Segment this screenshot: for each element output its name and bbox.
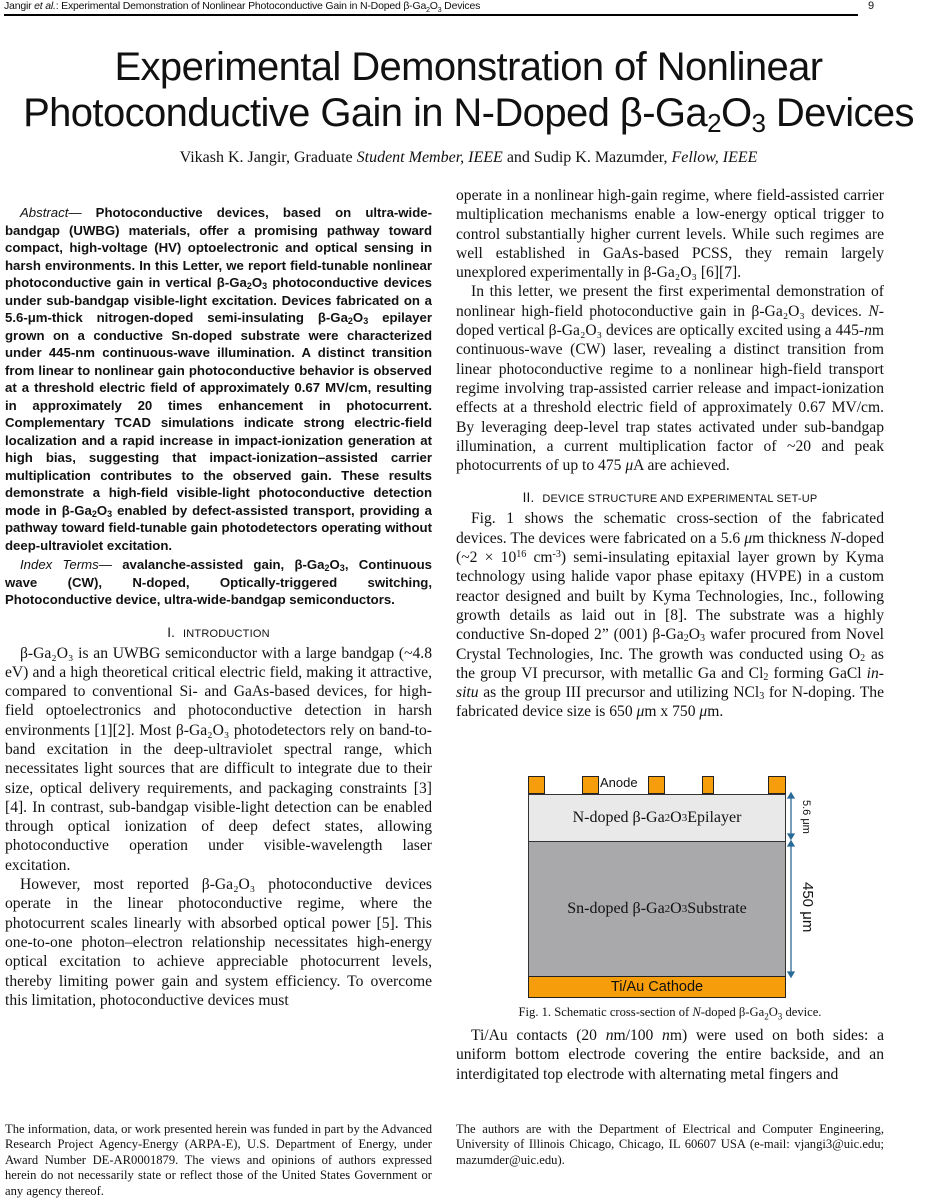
subscript: 3 bbox=[339, 563, 345, 573]
device-paragraph-2 bbox=[456, 1026, 884, 1084]
abstract-text: Photoconductive devices, based on ultra-wide-bandgap (UWBG) materials, offer a promising pathway toward compact, high-voltage (HV) optoelectronic and optical sensing in harsh environments. In this Letter, we report field-tunable nonlinear photoconductive gain in vertical β-Ga bbox=[5, 205, 432, 290]
italic-text: n bbox=[864, 322, 872, 340]
italic-text: μ bbox=[744, 529, 753, 547]
subscript: 2 bbox=[324, 563, 330, 573]
subscript: 3 bbox=[363, 316, 369, 326]
epilayer-thickness-label: 5.6 μm bbox=[800, 800, 812, 834]
text: Fig. 1 shows the schematic cross-section of the fabricated devices. The devices were fabricated on a 5.6 bbox=[456, 510, 884, 547]
section-numeral: II. bbox=[522, 490, 535, 506]
abstract-text: enabled by defect-assisted transport, providing a pathway toward field-tunable gain photodetectors operating without deep-ultraviolet excitation. bbox=[5, 502, 432, 553]
text: -doped vertical β-Ga₂O₃ devices are optically excited using a 445- bbox=[456, 302, 884, 340]
italic-text: n bbox=[605, 1027, 614, 1044]
abstract-text: photoconductive devices under sub-bandgap visible-light excitation. Devices fabricated on a 5.6-μm-thick nitrogen-doped semi-insulating β-Ga bbox=[5, 275, 432, 325]
intro-paragraph-2: However, most reported β-Ga₂O₃ photoconductive devices operate in the linear photoconductive regime, where the photocurrent scales linearly with absorbed optical power [5]. This one-to-one photon–electron relationship necessitates high-energy optical excitation to achieve appreciable photocurrent levels, thereby limiting power gain and system efficiency. To overcome this limitation, photoconductive devices must bbox=[5, 876, 432, 1009]
subscript: 3 bbox=[107, 508, 113, 519]
italic-text: N bbox=[830, 529, 841, 547]
subscript: 2 bbox=[246, 281, 252, 291]
device-paragraph-2-container bbox=[456, 1026, 884, 1084]
section-title: INTRODUCTION bbox=[183, 627, 270, 640]
substrate: Sn-doped β-Ga 2 O 3 Substrate bbox=[528, 841, 786, 977]
epilayer-label: Epilayer bbox=[687, 809, 742, 826]
device-paragraph-1 bbox=[456, 509, 884, 721]
index-terms bbox=[5, 556, 432, 609]
caption-text: -doped β-Ga bbox=[700, 1005, 765, 1019]
cathode: Ti/Au Cathode bbox=[528, 976, 786, 998]
superscript: -3 bbox=[552, 549, 561, 561]
epilayer-label: O bbox=[670, 809, 682, 826]
subscript: 3 bbox=[262, 281, 268, 291]
index-terms-text: , Continuous wave (CW), N-doped, Optically-triggered switching, Photoconductive device, ultra-wide-bandgap semiconductors. bbox=[5, 557, 433, 607]
index-terms-label-text: Index Terms bbox=[20, 557, 99, 572]
section-heading-device-structure bbox=[456, 488, 884, 509]
author-line bbox=[0, 148, 937, 168]
subscript: 3 bbox=[759, 691, 765, 703]
running-head-etal: et al. bbox=[34, 0, 56, 12]
italic-text: μ bbox=[636, 703, 645, 721]
section-title: DEVICE STRUCTURE AND EXPERIMENTAL SET-UP bbox=[542, 493, 818, 506]
figure-caption bbox=[456, 1004, 884, 1025]
subscript: 3 bbox=[777, 1011, 783, 1022]
intro-paragraph-1: β-Ga₂O₃ is an UWBG semiconductor with a large bandgap (~4.8 eV) and a high theoretical critical electric field, making it attractive, compared to conventional Si- and GaAs-based devices, for high-field optoelectronics and photoconductive detection in harsh environments [1][2]. Most β-Ga₂O₃ photodetectors rely on band-to-band excitation in the deep-ultraviolet spectral range, which necessitates light sources that are difficult to integrate due to their size, optical delivery requirements, and packaging constraints [3][4]. In contrast, sub-bandgap visible-light detection can be enabled through optical ionization of deep defect states, allowing photoconductive operation under visible-wavelength laser excitation. bbox=[5, 644, 432, 874]
abstract-text: O bbox=[96, 502, 108, 518]
substrate-label: Sn-doped β-Ga bbox=[567, 900, 665, 917]
right-column bbox=[456, 186, 884, 722]
intro-paragraph-2-continued: operate in a nonlinear high-gain regime, where field-assisted carrier multiplication mechanisms enable a low-energy optical trigger to control substantially higher current levels. While such regimes are well established in GaAs-based PCSS, they remain largely unexplored experimentally in β-Ga₂O₃ [6][7]. bbox=[456, 187, 884, 282]
subscript: 2 bbox=[347, 316, 353, 326]
substrate-label: Substrate bbox=[687, 900, 747, 917]
italic-text: N bbox=[868, 302, 879, 320]
author-1: Vikash K. Jangir, Graduate bbox=[179, 149, 357, 166]
running-head-author: Jangir bbox=[4, 0, 32, 12]
subscript: 2 bbox=[683, 633, 689, 645]
left-column bbox=[5, 204, 432, 1010]
italic-text: μ bbox=[699, 703, 708, 721]
text: as the group VI precursor, with metallic Ga and Cl bbox=[456, 645, 884, 682]
anode-pad bbox=[582, 776, 599, 794]
intro-paragraph-3 bbox=[456, 282, 884, 475]
index-terms-dash: — bbox=[98, 557, 123, 572]
text: m. bbox=[707, 703, 724, 721]
text: -doped (~2 × 10 bbox=[456, 529, 884, 567]
subscript: 2 bbox=[860, 652, 866, 664]
text: m thickness bbox=[752, 529, 831, 547]
subscript: 3 bbox=[437, 7, 442, 15]
anode-pad bbox=[528, 776, 545, 794]
text: forming GaCl bbox=[768, 664, 867, 682]
subscript: 3 bbox=[751, 108, 766, 138]
title-line-1: Experimental Demonstration of Nonlinear bbox=[114, 45, 823, 89]
text: O bbox=[688, 626, 700, 644]
epilayer-label: N-doped β-Ga bbox=[572, 809, 665, 826]
subscript: 2 bbox=[763, 671, 769, 683]
abstract-text: O bbox=[352, 310, 364, 325]
abstract-label bbox=[20, 205, 96, 220]
text: In this letter, we present the first experimental demonstration of nonlinear high-field photoconductive gain in β-Ga₂O₃ devices. bbox=[456, 283, 884, 320]
running-head-o: O bbox=[429, 0, 438, 12]
author-2: and Sudip K. Mazumder, bbox=[502, 149, 672, 166]
text: cm bbox=[526, 549, 553, 567]
title-line-2-suffix: Devices bbox=[765, 91, 914, 135]
text: wafer procured from Novel Crystal Technologies, Inc. The growth was conducted using O bbox=[456, 626, 884, 663]
section-numeral: I. bbox=[167, 624, 176, 640]
subscript: 2 bbox=[707, 108, 721, 138]
text: m x 750 bbox=[644, 703, 700, 721]
epilayer: N-doped β-Ga 2 O 3 Epilayer bbox=[528, 794, 786, 842]
anode-pad bbox=[702, 776, 714, 794]
section-heading-introduction bbox=[5, 623, 432, 644]
text: m continuous-wave (CW) laser, revealing a distinct transition from linear photoconductive regime to a nonlinear high-field transport regime involving trap-assisted carrier release and impact-ionization effects at a threshold electric field of approximately 0.67 MV/cm. By leveraging deep-level trap states activated under sub-bandgap illumination, a current multiplication factor of ~20 and peak photocurrents of up to 475 bbox=[456, 322, 885, 475]
index-terms-label bbox=[20, 557, 122, 572]
author-1-membership: Student Member, IEEE bbox=[356, 149, 503, 166]
abstract-dash: — bbox=[68, 205, 96, 220]
subscript: 2 bbox=[764, 1011, 769, 1022]
funding-footnote-text: The information, data, or work presented herein was funded in part by the Advanced Research Project Agency-Energy (ARPA-E), U.S. Department of Energy, under Award Number DE-AR0001879. The views and opinions of authors expressed herein do not necessarily state or reflect those of the United States Government or any agency thereof. bbox=[5, 1122, 432, 1198]
text: A are achieved. bbox=[633, 457, 730, 475]
index-terms-text: O bbox=[329, 557, 340, 572]
title-o: O bbox=[720, 91, 752, 135]
index-terms-text: avalanche-assisted gain, β-Ga bbox=[122, 557, 325, 572]
caption-text: device. bbox=[782, 1005, 822, 1019]
subscript: 2 bbox=[426, 7, 430, 15]
running-header bbox=[4, 0, 858, 16]
caption-italic: N bbox=[692, 1005, 701, 1019]
caption-text: Fig. 1. Schematic cross-section of bbox=[518, 1005, 693, 1019]
text: m/100 bbox=[613, 1027, 663, 1044]
abstract-text: O bbox=[251, 275, 263, 290]
text: for N-doping. The fabricated device size is 650 bbox=[456, 684, 884, 721]
substrate-label: O bbox=[670, 900, 682, 917]
substrate-thickness-label: 450 μm bbox=[799, 882, 816, 933]
subscript: 2 bbox=[91, 508, 97, 519]
running-head-title: : Experimental Demonstration of Nonlinear Photoconductive Gain in N-Doped β-Ga bbox=[55, 0, 427, 12]
anode-label: Anode bbox=[600, 775, 638, 790]
italic-text: μ bbox=[625, 457, 634, 475]
figure-1-cross-section bbox=[520, 772, 820, 1004]
title-line-2-prefix: Photoconductive Gain in N-Doped β-Ga bbox=[23, 91, 708, 135]
text: as the group III precursor and utilizing NCl bbox=[478, 684, 760, 702]
funding-footnote bbox=[5, 1122, 432, 1199]
abstract bbox=[5, 204, 432, 554]
superscript: 16 bbox=[516, 549, 527, 561]
paper-title bbox=[0, 44, 937, 136]
caption-text: O bbox=[768, 1005, 778, 1019]
affiliation-footnote bbox=[456, 1122, 884, 1168]
text: m) were used on both sides: a uniform bottom electrode covering the entire backside, and an interdigitated top electrode with alternating metal fingers and bbox=[456, 1027, 884, 1083]
text: ) semi-insulating epitaxial layer grown by Kyma technology using halide vapor phase epitaxy (HVPE) in a custom reactor designed and built by Kyma Technologies, Inc., following growth details as laid out in [8]. The substrate was a highly conductive Sn-doped 2” (001) β-Ga bbox=[456, 549, 884, 644]
anode-pad bbox=[648, 776, 665, 794]
page-number: 9 bbox=[868, 0, 875, 12]
author-2-membership: Fellow, IEEE bbox=[671, 149, 758, 166]
running-head-end: Devices bbox=[441, 0, 481, 12]
italic-text: n bbox=[662, 1027, 670, 1044]
subscript: 3 bbox=[699, 633, 705, 645]
abstract-text: epilayer grown on a conductive Sn-doped substrate were characterized under 445-nm continuous-wave illumination. A distinct transition from linear to nonlinear gain photoconductive behavior is observed at a threshold electric field of approximately 0.67 MV/cm, resulting in approximately 20 times enhancement in photocurrent. Complementary TCAD simulations indicate strong electric-field localization and a rapid increase in impact-ionization generation at high bias, suggesting that impact-ionization–assisted carrier multiplication contributes to the observed gain. These results demonstrate a high-field visible-light photoconductive detection mode in β-Ga bbox=[5, 310, 432, 518]
text: Ti/Au contacts (20 bbox=[471, 1027, 606, 1044]
affiliation-footnote-text: The authors are with the Department of Electrical and Computer Engineering, University of Illinois Chicago, Chicago, IL 60607 USA (e-mail: vjangi3@uic.edu; mazumder@uic.edu). bbox=[456, 1122, 884, 1167]
title-line-2 bbox=[0, 90, 937, 136]
italic-text: in-situ bbox=[456, 664, 884, 702]
abstract-label-text: Abstract bbox=[20, 205, 69, 220]
